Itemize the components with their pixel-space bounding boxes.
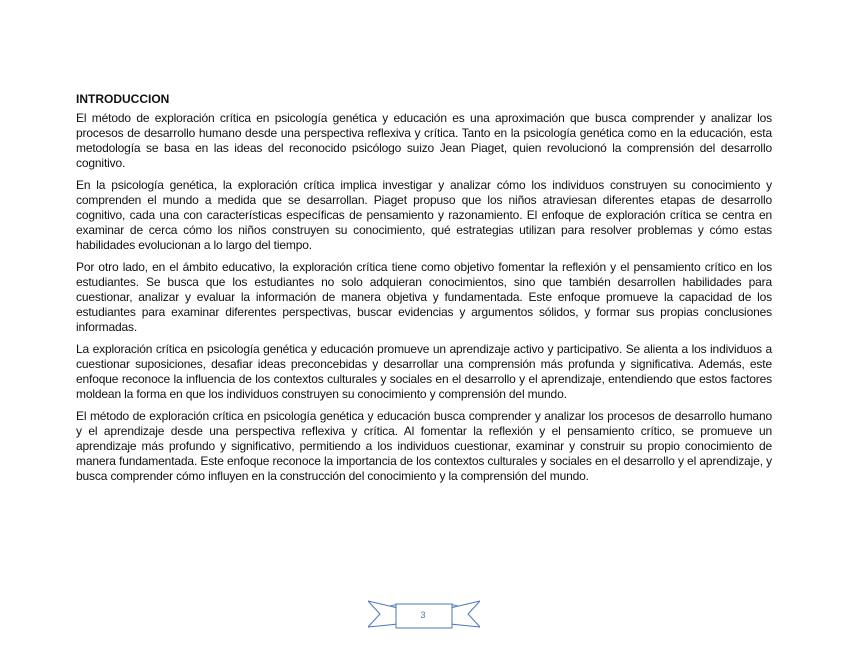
paragraph-4: La exploración crítica en psicología genética y educación promueve un aprendizaje activo y participativo. Se alienta a los individuos a cuestionar suposiciones, desafiar ideas preconcebidas y desarrollar una comprensión más profunda y significativa. Además, este enfoque reconoce la influencia de los contextos culturales y sociales en el desarrollo y el aprendizaje, entendiendo que estos factores moldean la forma en que los individuos construyen su conocimiento y comprensión del mundo.	[76, 342, 772, 401]
paragraph-5: El método de exploración crítica en psicología genética y educación busca comprender y analizar los procesos de desarrollo humano y el aprendizaje desde una perspectiva reflexiva y crítica. Al fomentar la reflexión y el pensamiento crítico, se promueve un aprendizaje más profundo y significativo, permitiendo a los individuos cuestionar, examinar y construir su propio conocimiento de manera fundamentada. Este enfoque reconoce la importancia de los contextos culturales y sociales en el desarrollo y el aprendizaje, y busca comprender cómo influyen en la construcción del conocimiento y la comprensión del mundo.	[76, 409, 772, 483]
paragraph-1: El método de exploración crítica en psicología genética y educación es una aproximación que busca comprender y analizar los procesos de desarrollo humano desde una perspectiva reflexiva y crítica. Tanto en la psicología genética como en la educación, esta metodología se basa en las ideas del reconocido psicólogo suizo Jean Piaget, quien revolucionó la comprensión del desarrollo cognitivo.	[76, 111, 772, 170]
section-heading: INTRODUCCION	[76, 92, 170, 106]
document-body	[76, 91, 772, 491]
page-number: 3	[420, 610, 426, 620]
paragraph-2: En la psicología genética, la exploración crítica implica investigar y analizar cómo los individuos construyen su conocimiento y comprenden el mundo a medida que se desarrollan. Piaget propuso que los niños atraviesan diferentes etapas de desarrollo cognitivo, cada una con características específicas de pensamiento y razonamiento. El enfoque de exploración crítica se centra en examinar de cerca cómo los niños construyen su conocimiento, qué estrategias utilizan para resolver problemas y cómo estas habilidades evolucionan a lo largo del tiempo.	[76, 178, 772, 252]
paragraph-3: Por otro lado, en el ámbito educativo, la exploración crítica tiene como objetivo fomentar la reflexión y el pensamiento crítico en los estudiantes. Se busca que los estudiantes no solo adquieran conocimientos, sino que también desarrollen habilidades para cuestionar, analizar y evaluar la información de manera objetiva y fundamentada. Este enfoque promueve la capacidad de los estudiantes para examinar diferentes perspectivas, buscar evidencias y argumentos sólidos, y formar sus propias conclusiones informadas.	[76, 260, 772, 334]
